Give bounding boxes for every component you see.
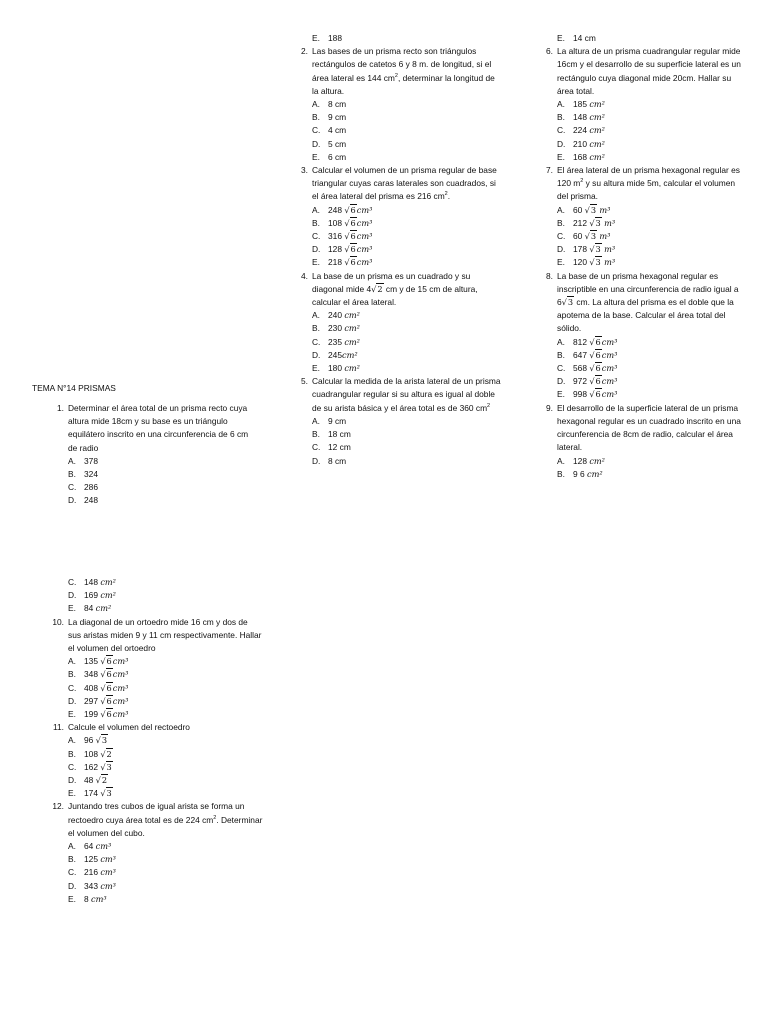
option: E. 180 cm²: [312, 363, 360, 374]
option: E. 998 √6cm³: [557, 389, 618, 400]
question-8: 8. La base de un prisma hexagonal regular es inscriptible en una circunferencia de radio igual a 6√3 cm. La altura del prisma es el doble que la apotema de la base. Calcular el área total del sólido.: [546, 270, 739, 334]
question-3: 3. Calcular el volumen de un prisma regular de base triangular cuyas caras laterales son cuadrados, si el área lateral del prisma es 216 $cm^2$.: [301, 165, 497, 202]
option: C. 216 cm³: [68, 867, 116, 878]
option: A. 96 √3: [68, 735, 108, 746]
option: B. 108 √2: [68, 748, 112, 759]
option: A. 9 cm: [312, 415, 347, 426]
option: A. 128 cm²: [557, 455, 605, 466]
option: D. 178 √3 m³: [557, 244, 616, 255]
question-number: 1.: [57, 403, 64, 413]
option: B. 125 cm³: [68, 854, 116, 865]
option: A. 8 cm: [312, 99, 347, 110]
option: D. 245cm²: [312, 349, 358, 360]
option: D. 297 √6cm³: [68, 695, 129, 706]
option: A. 60 √3 m³: [557, 204, 611, 215]
option: E. 8 cm³: [68, 893, 107, 904]
option: C. 148 cm²: [68, 577, 116, 587]
option: D. 169 cm²: [68, 590, 116, 601]
option: C. 60 √3 m³: [557, 231, 611, 242]
question-12: 12. Juntando tres cubos de igual arista se forma un rectoedro cuya área total es de 224 $cm^2$. Determinar el volumen del cubo.: [52, 801, 263, 838]
option: C. 235 cm²: [312, 336, 360, 347]
column-1-lower: [48, 576, 263, 906]
option: B. 148 cm²: [557, 112, 605, 123]
option: E. 120 √3 m³: [557, 257, 616, 268]
option: E. 188: [312, 33, 342, 43]
option: D. 5 cm: [312, 138, 347, 149]
option: C. 286: [68, 482, 98, 493]
column-2: [292, 32, 502, 468]
options-list: [48, 734, 263, 800]
option: B. 324: [68, 469, 98, 480]
option: A. 248 √6cm³: [312, 204, 373, 215]
option: B. 9 6 cm²: [557, 468, 603, 479]
question-1: [48, 402, 258, 455]
option: A. 240 cm²: [312, 310, 360, 321]
option: A. 185 cm²: [557, 99, 605, 110]
option: E. 14 cm: [557, 33, 596, 43]
question-5: 5. Calcular la medida de la arista lateral de un prisma cuadrangular regular si su altura es igual al doble de su arista básica y el área total es de 360 $cm^2$: [301, 376, 501, 413]
options-list: [48, 455, 258, 508]
option: C. 316 √6cm³: [312, 231, 373, 242]
option: D. 210 cm²: [557, 138, 605, 149]
option: D. 48 √2: [68, 775, 108, 786]
option: B. 9 cm: [312, 112, 347, 123]
option: C. 568 √6cm³: [557, 363, 618, 374]
option: C. 408 √6cm³: [68, 682, 129, 693]
question-4: 4. La base de un prisma es un cuadrado y su diagonal mide 4√2 cm y de 15 cm de altura, calcular el área lateral.: [301, 270, 478, 308]
option: B. 212 √3 m³: [557, 217, 616, 228]
option: D. 8 cm: [312, 455, 347, 466]
option: C. 12 cm: [312, 442, 351, 453]
question-9: 9. El desarrollo de la superficie lateral de un prisma hexagonal regular es un cuadrado inscrito en una circunferencia de 8cm de radio, calcular el área lateral.: [546, 402, 741, 453]
question-11: 11. Calcule el volumen del rectoedro: [52, 722, 190, 733]
option: A. 135 √6cm³: [68, 656, 129, 667]
option: A. 812 √6cm³: [557, 336, 618, 347]
option: B. 108 √6cm³: [312, 217, 373, 228]
options-list: [48, 655, 263, 721]
option: B. 230 cm²: [312, 323, 360, 334]
option: A. 378: [68, 455, 98, 466]
option: C. 224 cm²: [557, 125, 605, 136]
option: C. 162 √3: [68, 761, 112, 772]
column-1: [48, 402, 258, 508]
option: A. 64 cm³: [68, 841, 112, 852]
question-10: 10. La diagonal de un ortoedro mide 16 cm y dos de sus aristas miden 9 y 11 cm respectivamente. Hallar el volumen del ortoedro: [52, 616, 262, 654]
options-list: [48, 840, 263, 906]
option: E. 218 √6cm³: [312, 257, 373, 268]
option: D. 972 √6cm³: [557, 376, 618, 387]
section-title: TEMA N°14 PRISMAS: [32, 383, 116, 393]
question-2: 2. Las bases de un prisma recto son triángulos rectángulos de catetos 6 y 8 m. de longitud, si el área lateral es 144 $cm^2$, determinar la longitud de la altura.: [301, 46, 495, 96]
option: E. 6 cm: [312, 151, 347, 162]
option: E. 199 √6cm³: [68, 709, 129, 720]
column-3: [537, 32, 742, 481]
option: D. 128 √6cm³: [312, 244, 373, 255]
question-text: Determinar el área total de un prisma recto cuya altura mide 18cm y su base es un triángulo equilátero inscrito en una circunferencia de 6 cm de radio: [68, 403, 249, 453]
option: E. 174 √3: [68, 788, 112, 799]
option: B. 18 cm: [312, 429, 351, 440]
question-6: 6. La altura de un prisma cuadrangular regular mide 16cm y el desarrollo de su superficie lateral es un rectángulo cuya diagonal mide 20cm. Hallar su área total.: [546, 46, 741, 96]
option: D. 248: [68, 495, 98, 506]
option: E. 84 cm²: [68, 603, 112, 614]
option: B. 348 √6cm³: [68, 669, 129, 680]
option: C. 4 cm: [312, 125, 347, 136]
question-7: 7. El área lateral de un prisma hexagonal regular es 120 $m^2$ y su altura mide 5m, calcular el volumen del prisma.: [546, 165, 740, 202]
option: D. 343 cm³: [68, 880, 116, 891]
option: B. 647 √6cm³: [557, 349, 618, 360]
option: E. 168 cm²: [557, 151, 605, 162]
options-list: [48, 576, 263, 616]
